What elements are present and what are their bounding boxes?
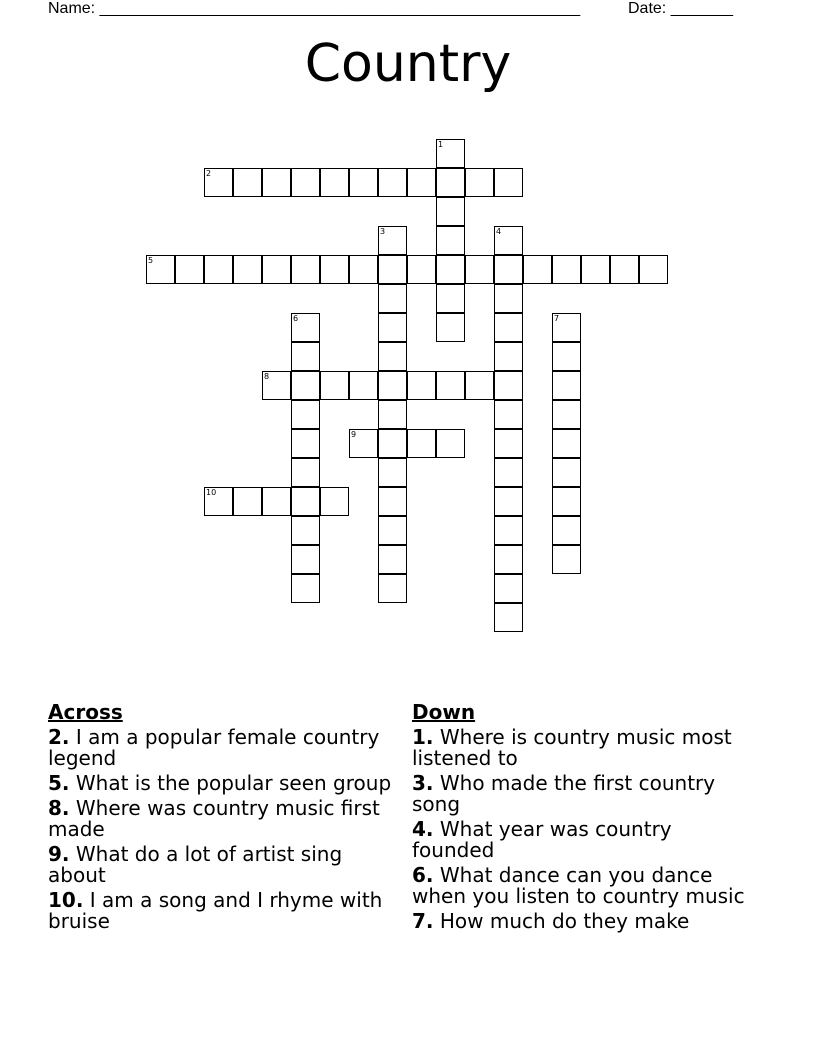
clue-number-label: 9 xyxy=(351,430,357,439)
clue-number-label: 3 xyxy=(380,227,386,236)
clue-number: 3. xyxy=(412,771,434,795)
clue-text: What do a lot of artist sing about xyxy=(48,842,343,887)
crossword-cell[interactable] xyxy=(233,255,262,284)
crossword-cell[interactable] xyxy=(262,255,291,284)
crossword-cell[interactable] xyxy=(407,371,436,400)
crossword-cell[interactable] xyxy=(291,255,320,284)
crossword-cell[interactable] xyxy=(378,284,407,313)
clue-text: Where is country music most listened to xyxy=(412,725,732,770)
clue-text: Who made the first country song xyxy=(412,771,716,816)
crossword-cell[interactable] xyxy=(523,255,552,284)
crossword-cell[interactable] xyxy=(436,313,465,342)
crossword-cell[interactable] xyxy=(262,168,291,197)
page-title: Country xyxy=(304,34,512,94)
clue-number: 9. xyxy=(48,842,70,866)
clue-down-7 xyxy=(412,911,757,932)
crossword-cell[interactable] xyxy=(349,371,378,400)
clue-number-label: 5 xyxy=(148,256,154,265)
crossword-cell[interactable] xyxy=(552,371,581,400)
crossword-cell[interactable] xyxy=(262,487,291,516)
crossword-cell[interactable] xyxy=(291,400,320,429)
crossword-cell[interactable] xyxy=(436,168,465,197)
crossword-cell[interactable] xyxy=(378,429,407,458)
crossword-cell[interactable] xyxy=(320,255,349,284)
crossword-cell[interactable] xyxy=(639,255,668,284)
clue-across-2 xyxy=(48,727,393,769)
crossword-cell[interactable] xyxy=(494,458,523,487)
crossword-cell[interactable] xyxy=(291,342,320,371)
across-heading: Across xyxy=(48,700,123,724)
clue-text: Where was country music first made xyxy=(48,796,380,841)
crossword-cell[interactable] xyxy=(465,371,494,400)
down-clues xyxy=(412,702,757,936)
crossword-cell[interactable] xyxy=(378,342,407,371)
crossword-cell[interactable] xyxy=(175,255,204,284)
crossword-cell[interactable] xyxy=(349,255,378,284)
crossword-cell[interactable] xyxy=(436,255,465,284)
crossword-cell[interactable] xyxy=(233,487,262,516)
crossword-cell[interactable] xyxy=(552,342,581,371)
clue-number: 2. xyxy=(48,725,70,749)
crossword-cell[interactable] xyxy=(494,487,523,516)
crossword-cell[interactable] xyxy=(552,487,581,516)
clue-across-10 xyxy=(48,890,393,932)
clue-down-3 xyxy=(412,773,757,815)
crossword-cell[interactable] xyxy=(552,458,581,487)
date-field[interactable]: Date: _______ xyxy=(628,0,733,17)
crossword-cell[interactable] xyxy=(494,371,523,400)
crossword-cell[interactable] xyxy=(465,255,494,284)
clue-text: I am a popular female country legend xyxy=(48,725,380,770)
crossword-cell[interactable] xyxy=(378,400,407,429)
crossword-cell[interactable] xyxy=(320,371,349,400)
crossword-cell[interactable] xyxy=(552,516,581,545)
clue-number-label: 6 xyxy=(293,314,299,323)
crossword-cell[interactable] xyxy=(494,603,523,632)
crossword-cell[interactable] xyxy=(291,574,320,603)
crossword-cell[interactable] xyxy=(581,255,610,284)
crossword-cell[interactable] xyxy=(378,516,407,545)
clue-number-label: 10 xyxy=(206,488,217,497)
clue-number: 1. xyxy=(412,725,434,749)
crossword-cell[interactable] xyxy=(436,429,465,458)
crossword-cell[interactable] xyxy=(552,429,581,458)
crossword-cell[interactable] xyxy=(378,313,407,342)
crossword-cell[interactable] xyxy=(233,168,262,197)
crossword-cell[interactable] xyxy=(291,371,320,400)
clue-number: 8. xyxy=(48,796,70,820)
crossword-cell[interactable] xyxy=(494,342,523,371)
crossword-cell[interactable] xyxy=(407,429,436,458)
clue-number-label: 2 xyxy=(206,169,212,178)
clue-number: 7. xyxy=(412,909,434,933)
clue-text: How much do they make xyxy=(439,909,690,933)
crossword-cell[interactable] xyxy=(407,255,436,284)
crossword-cell[interactable] xyxy=(465,168,494,197)
clue-number: 6. xyxy=(412,863,434,887)
clue-number: 5. xyxy=(48,771,70,795)
crossword-cell[interactable] xyxy=(552,400,581,429)
clue-number-label: 8 xyxy=(264,372,270,381)
crossword-cell[interactable] xyxy=(494,429,523,458)
crossword-cell[interactable] xyxy=(378,545,407,574)
crossword-cell[interactable] xyxy=(291,168,320,197)
clue-down-1 xyxy=(412,727,757,769)
across-clues xyxy=(48,702,393,936)
crossword-cell[interactable] xyxy=(610,255,639,284)
clue-down-6 xyxy=(412,865,757,907)
crossword-cell[interactable] xyxy=(436,226,465,255)
clue-down-4 xyxy=(412,819,757,861)
crossword-cell[interactable] xyxy=(378,255,407,284)
crossword-cell[interactable] xyxy=(494,574,523,603)
crossword-cell[interactable] xyxy=(436,284,465,313)
crossword-cell[interactable] xyxy=(204,255,233,284)
crossword-cell[interactable] xyxy=(349,168,378,197)
down-heading: Down xyxy=(412,700,476,724)
crossword-cell[interactable] xyxy=(407,168,436,197)
crossword-cell[interactable] xyxy=(378,574,407,603)
clue-across-5 xyxy=(48,773,393,794)
clue-number: 4. xyxy=(412,817,434,841)
crossword-cell[interactable] xyxy=(494,313,523,342)
clue-number-label: 7 xyxy=(554,314,560,323)
clue-number: 10. xyxy=(48,888,84,912)
clue-across-8 xyxy=(48,798,393,840)
crossword-cell[interactable] xyxy=(552,255,581,284)
crossword-cell[interactable] xyxy=(378,458,407,487)
crossword-cell[interactable] xyxy=(320,487,349,516)
clue-text: I am a song and I rhyme with bruise xyxy=(48,888,383,933)
crossword-cell[interactable] xyxy=(378,487,407,516)
crossword-cell[interactable] xyxy=(494,284,523,313)
crossword-cell[interactable] xyxy=(494,400,523,429)
crossword-cell[interactable] xyxy=(494,545,523,574)
clue-across-9 xyxy=(48,844,393,886)
crossword-cell[interactable] xyxy=(291,458,320,487)
crossword-cell[interactable] xyxy=(320,168,349,197)
clue-number-label: 1 xyxy=(438,140,444,149)
clue-text: What dance can you dance when you listen to country music xyxy=(412,863,745,908)
crossword-cell[interactable] xyxy=(494,255,523,284)
clue-number-label: 4 xyxy=(496,227,502,236)
clue-text: What is the popular seen group xyxy=(75,771,392,795)
crossword-cell[interactable] xyxy=(291,516,320,545)
crossword-cell[interactable] xyxy=(291,429,320,458)
crossword-cell[interactable] xyxy=(378,371,407,400)
name-field[interactable]: Name: ______________________________________________________ xyxy=(48,0,581,17)
clue-text: What year was country founded xyxy=(412,817,672,862)
crossword-cell[interactable] xyxy=(378,168,407,197)
crossword-cell[interactable] xyxy=(291,487,320,516)
crossword-cell[interactable] xyxy=(436,371,465,400)
crossword-cell[interactable] xyxy=(291,545,320,574)
crossword-cell[interactable] xyxy=(436,197,465,226)
crossword-cell[interactable] xyxy=(494,168,523,197)
crossword-cell[interactable] xyxy=(494,516,523,545)
crossword-cell[interactable] xyxy=(552,545,581,574)
